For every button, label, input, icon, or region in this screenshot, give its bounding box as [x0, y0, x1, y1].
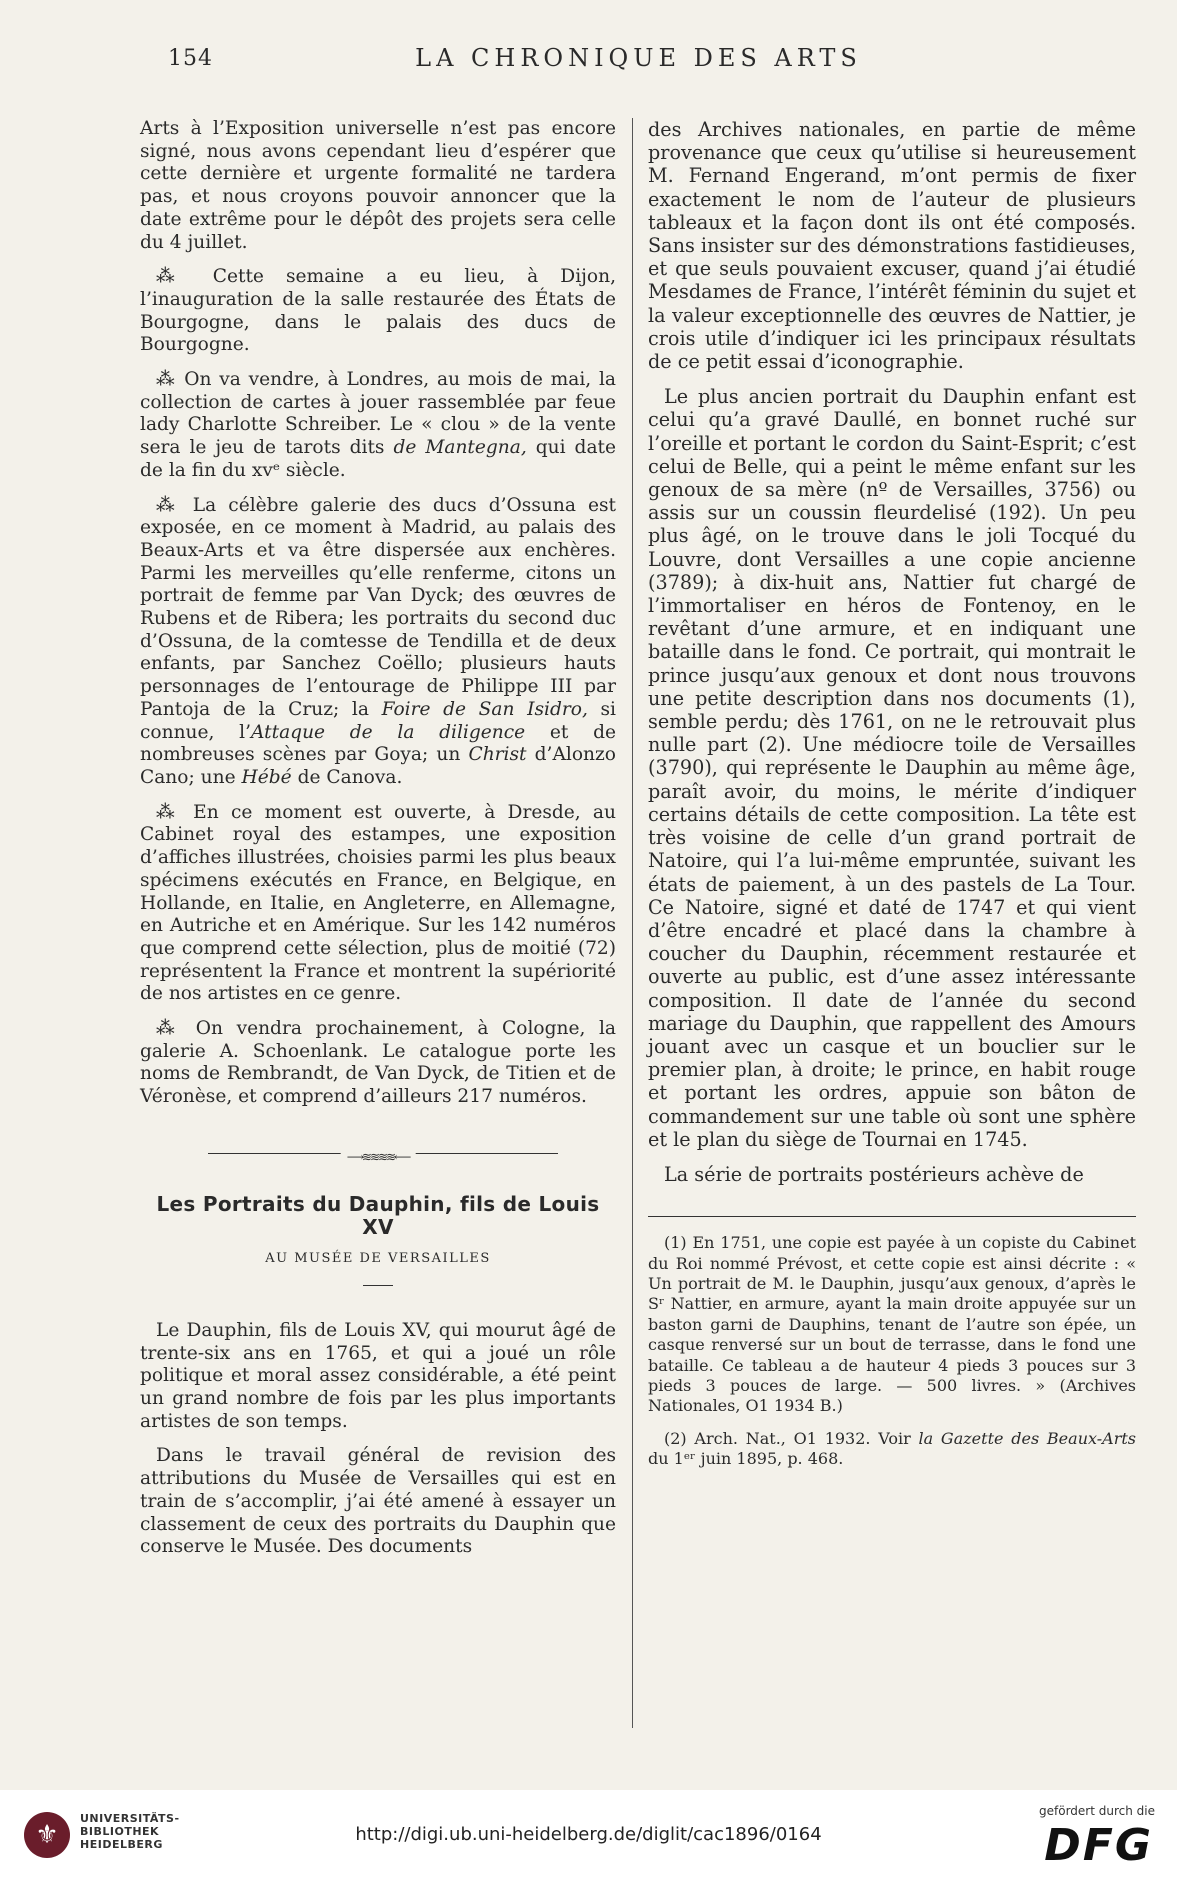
short-divider — [363, 1285, 393, 1286]
university-seal-icon[interactable]: ⚜ — [24, 1812, 70, 1858]
left-column — [140, 118, 616, 1571]
news-paragraph: Arts à l’Exposition universelle n’est pas encore signé, nous avons cependant lieu d’espérer que cette dernière et urgente formalité ne tardera pas, et nous croyons pouvoir annoncer que la date extrême pour le dépôt des projets sera celle du 4 juillet. — [140, 118, 616, 253]
article-paragraph: La série de portraits postérieurs achève de — [664, 1162, 1084, 1186]
article-paragraph: des Archives nationales, en partie de même provenance que ceux qu’utilise si heureusement M. Fernand Engerand, m’ont permis de fixer exactement le nom de l’auteur de plusieurs tableaux et la façon dont ils ont été composés. Sans insister sur des démonstrations fastidieuses, et que seuls pouvaient excuser, quand j’ai étudié Mesdames de France, l’intérêt féminin du sujet et la valeur exceptionnelle des œuvres de Nattier, je crois utile d’indiquer ici les principaux résultats de ce petit essai d’iconographie. — [648, 118, 1136, 374]
university-name[interactable]: UNIVERSITÄTS- BIBLIOTHEK HEIDELBERG — [80, 1812, 180, 1851]
article-paragraph: Le Dauphin, fils de Louis XV, qui mourut âgé de trente-six ans en 1765, et qui a joué un rôle politique et moral assez considérable, a été peint un grand nombre de fois par les plus importants artistes de son temps. — [140, 1319, 616, 1432]
column-divider — [632, 118, 633, 1728]
news-paragraph: ⁂ Cette semaine a eu lieu, à Dijon, l’inauguration de la salle restaurée des États de Bourgogne, dans le palais des ducs de Bourgogne. — [140, 266, 616, 356]
article-paragraph: Le plus ancien portrait du Dauphin enfant est celui qu’a gravé Daullé, en bonnet ruché sur l’oreille et portant le cordon du Saint-Esprit; c’est celui de Belle, qui a peint le même enfant sur les genoux de sa mère (nº de Versailles, 3756) ou assis sur un coussin fleurdelisé (192). Un peu plus âgé, on le trouve dans le joli Tocqué du Louvre, dont Versailles a une copie ancienne (3789); à dix-huit ans, Nattier fut chargé de l’immortaliser en héros de Fontenoy, en le revêtant d’une armure, et en indiquant une bataille dans le fond. Ce portrait, qui montrait le prince jusqu’aux genoux et dont nous trouvons une petite description dans nos documents (1), semble perdu; dès 1761, on ne le retrouvait plus nulle part (2). Une médiocre toile de Versailles (3790), qui représente le Dauphin au même âge, paraît avoir, du moins, le mérite d’indiquer certains détails de cette composition. La tête est très voisine de celle d’un grand portrait de Natoire, qui l’a lui-même empruntée, suivant les états de paiement, à un des pastels de La Tour. Ce Natoire, signé et daté de 1747 et qui vient d’être encadré et placé dans la chambre à coucher du Dauphin, récemment restaurée et ouverte au public, est d’une assez intéressante composition. Il date de l’année du second mariage du Dauphin, que rappellent des Amours jouant avec un casque et un bouclier sur le premier plan, à droite; le prince, en habit rouge et portant les ordres, appuie son bâton de commandement sur une table où sont une sphère et le plan du siège de Tournai en 1745. — [648, 385, 1136, 1151]
section-subtitle: AU MUSÉE DE VERSAILLES — [265, 1251, 491, 1267]
section-divider-ornament: ⟶≋≋≋≋⟵ — [140, 1149, 616, 1159]
news-paragraph: ⁂ On va vendre, à Londres, au mois de mai, la collection de cartes à jouer rassemblée par feue lady Charlotte Schreiber. Le « clou » de la vente sera le jeu de tarots dits de Mantegna, qui date de la fin du xvᵉ siècle. — [140, 369, 617, 481]
footnote-divider — [648, 1216, 1136, 1217]
right-column — [648, 118, 1136, 1482]
news-paragraph: ⁂ On vendra prochainement, à Cologne, la galerie A. Schoenlank. Le catalogue porte les noms de Rembrandt, de Van Dyck, de Titien et de Véronèse, et comprend d’ailleurs 217 numéros. — [140, 1018, 616, 1108]
page-number: 154 — [168, 46, 213, 71]
dfg-logo[interactable]: DFG — [1044, 1820, 1153, 1871]
footnote-2: (2) Arch. Nat., O1 1932. Voir la Gazette des Beaux-Arts du 1ᵉʳ juin 1895, p. 468. — [648, 1428, 1136, 1469]
journal-title: LA CHRONIQUE DES ARTS — [415, 44, 862, 72]
running-head — [140, 40, 1137, 76]
article-paragraph: Dans le travail général de revision des attributions du Musée de Versailles qui est en train de s’accomplir, j’ai été amené à essayer un classement de ceux des portraits du Dauphin que conserve le Musée. Des documents — [140, 1445, 616, 1558]
section-title: Les Portraits du Dauphin, fils de Louis XV — [156, 1191, 600, 1239]
news-paragraph: ⁂ En ce moment est ouverte, à Dresde, au Cabinet royal des estampes, une exposition d’affiches illustrées, choisies parmi les plus beaux spécimens exécutés en France, en Belgique, en Hollande, en Italie, en Angleterre, en Allemagne, en Autriche et en Amérique. Sur les 142 numéros que comprend cette sélection, plus de moitié (72) représentent la France et montrent la supériorité de nos artistes en ce genre. — [140, 801, 616, 1005]
sponsor-label: gefördert durch die — [1039, 1804, 1155, 1818]
source-url-link[interactable]: http://digi.ub.uni-heidelberg.de/diglit/cac1896/0164 — [355, 1824, 822, 1845]
footnote-1: (1) En 1751, une copie est payée à un copiste du Cabinet du Roi nommé Prévost, et cette copie est ainsi décrite : « Un portrait de M. le Dauphin, jusqu’aux genoux, d’après le Sʳ Nattier, en armure, ayant la main droite appuyée sur un baston garni de Dauphins, tenant de l’autre son épée, un casque renversé sur un bout de terrasse, dans le fond une bataille. Ce tableau a de hauteur 4 pieds 3 pouces sur 3 pieds 3 pouces de large. — 500 livres. » (Archives Nationales, O1 1934 B.) — [648, 1233, 1136, 1416]
news-paragraph: ⁂ La célèbre galerie des ducs d’Ossuna est exposée, en ce moment à Madrid, au palais des Beaux-Arts et va être dispersée aux enchères. Parmi les merveilles qu’elle renferme, citons un portrait de femme par Van Dyck; des œuvres de Rubens et de Ribera; les portraits du second duc d’Ossuna, de la comtesse de Tendilla et de deux enfants, par Sanchez Coëllo; plusieurs hauts personnages de l’entourage de Philippe III par Pantoja de la Cruz; la Foire de San Isidro, si connue, l’Attaque de la diligence et de nombreuses scènes par Goya; un Christ d’Alonzo Cano; une Hébé de Canova. — [140, 494, 617, 788]
digitization-footer — [0, 1790, 1177, 1883]
